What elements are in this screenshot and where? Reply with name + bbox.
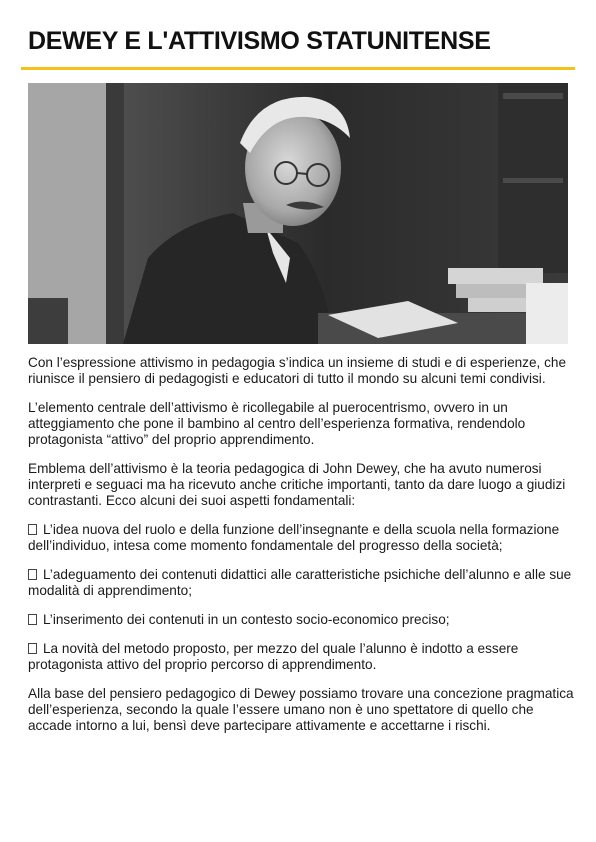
list-item-text: L’inserimento dei contenuti in un contesto socio-economico preciso; bbox=[43, 612, 450, 627]
paragraph: Alla base del pensiero pedagogico di Dewey possiamo trovare una concezione pragmatica dell’esperienza, secondo la quale l’essere umano non è uno spettatore di quello che accade intorno a lui, bensì deve partecipare attivamente e accettarne i rischi. bbox=[28, 686, 574, 733]
bullet-box-icon bbox=[28, 524, 37, 535]
list-item bbox=[28, 612, 576, 628]
paragraph: Emblema dell’attivismo è la teoria pedagogica di John Dewey, che ha avuto numerosi interpreti e seguaci ma ha ricevuto anche critiche importanti, tanto da dare luogo a giudizi contrastanti. Ecco alcuni dei suoi aspetti fondamentali: bbox=[28, 461, 566, 508]
list-item bbox=[28, 641, 576, 673]
paragraph: Con l’espressione attivismo in pedagogia s’indica un insieme di studi e di esperienze, che riunisce il pensiero di pedagogisti e educatori di tutto il mondo su alcuni temi condivisi. bbox=[28, 355, 567, 386]
list-item-text: La novità del metodo proposto, per mezzo del quale l’alunno è indotto a essere protagonista attivo del proprio percorso di apprendimento. bbox=[28, 641, 519, 672]
page-title: DEWEY E L'ATTIVISMO STATUNITENSE bbox=[28, 27, 491, 55]
list-item bbox=[28, 522, 576, 554]
bullet-box-icon bbox=[28, 614, 37, 625]
list-item bbox=[28, 567, 576, 599]
list-item-text: L’idea nuova del ruolo e della funzione dell’insegnante e della scuola nella formazione dell’individuo, intesa come momento fondamentale del progresso della società; bbox=[28, 522, 560, 553]
title-underline bbox=[21, 67, 575, 70]
paragraph: L’elemento centrale dell’attivismo è ricollegabile al puerocentrismo, ovvero in un atteggiamento che pone il bambino al centro dell’esperienza formativa, rendendolo protagonista “attivo” del proprio apprendimento. bbox=[28, 400, 526, 447]
body-text bbox=[28, 355, 576, 747]
portrait-photo bbox=[28, 83, 568, 344]
bullet-box-icon bbox=[28, 643, 37, 654]
list-item-text: L’adeguamento dei contenuti didattici alle caratteristiche psichiche dell’alunno e alle sue modalità di apprendimento; bbox=[28, 567, 572, 598]
bullet-box-icon bbox=[28, 569, 37, 580]
